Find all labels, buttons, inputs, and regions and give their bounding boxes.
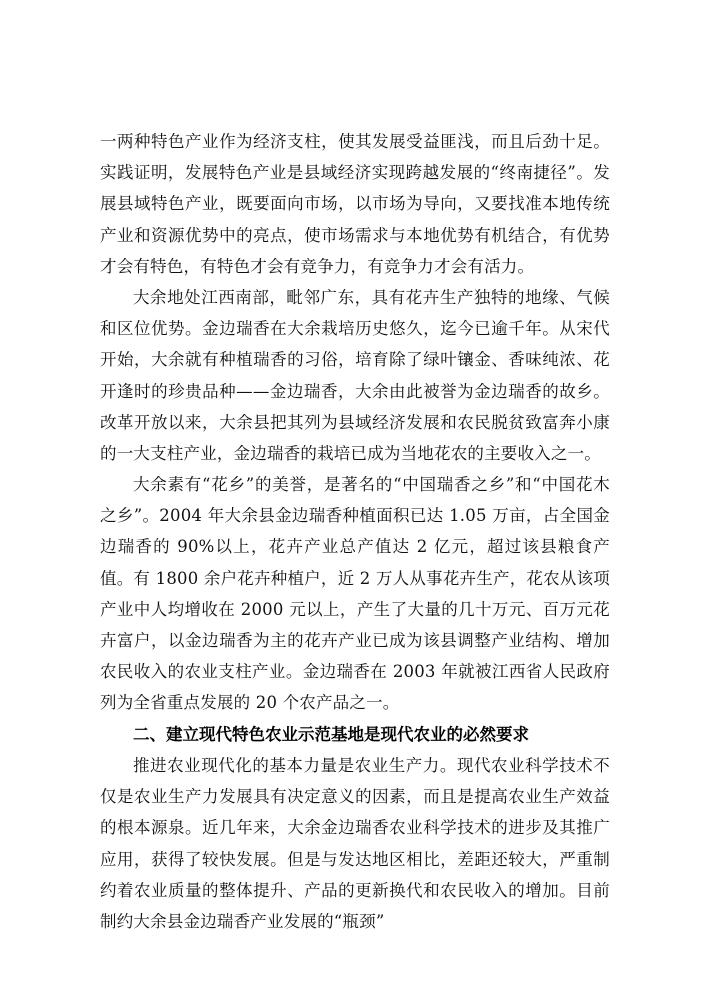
paragraph-agricultural-modernization: 推进农业现代化的基本力量是农业生产力。现代农业科学技术不仅是农业生产力发展具有决定意义的因素，而且是提高农业生产效益的根本源泉。近几年来，大余金边瑞香农业科学技术的进步及其推广应用，获得了较快发展。但是与发达地区相比，差距还较大，严重制约着农业质量的整体提升、产品的更新换代和农民收入的增加。目前制约大余县金边瑞香产业发展的“瓶颈”: [100, 756, 610, 932]
paragraph-specialty-industry: 一两种特色产业作为经济支柱，使其发展受益匪浅，而且后劲十足。实践证明，发展特色产业是县域经济实现跨越发展的“终南捷径”。发展县域特色产业，既要面向市场，以市场为导向，又要找准本地传统产业和资源优势中的亮点，使市场需求与本地优势有机结合，有优势才会有特色，有特色才会有竞争力，有竞争力才会有活力。: [100, 132, 610, 276]
paragraph-dayu-location: 大余地处江西南部，毗邻广东，具有花卉生产独特的地缘、气候和区位优势。金边瑞香在大余栽培历史悠久，迄今已逾千年。从宋代开始，大余就有种植瑞香的习俗，培育除了绿叶镶金、香味纯浓、花开逢时的珍贵品种——金边瑞香，大余由此被誉为金边瑞香的故乡。改革开放以来，大余县把其列为县域经济发展和农民脱贫致富奔小康的一大支柱产业，金边瑞香的栽培已成为当地花农的主要收入之一。: [100, 288, 610, 464]
paragraph-flower-hometown: 大余素有“花乡”的美誉，是著名的“中国瑞香之乡”和“中国花木之乡”。2004 年大余县金边瑞香种植面积已达 1.05 万亩，占全国金边瑞香的 90%以上，花卉产业总产值达 2 亿元，超过该县粮食产值。有 1800 余户花卉种植户，近 2 万人从事花卉生产，花农从该项产业中人均增收在 2000 元以上，产生了大量的几十万元、百万元花卉富户，以金边瑞香为主的花卉产业已成为该县调整产业结构、增加农民收入的农业支柱产业。金边瑞香在 2003 年就被江西省人民政府列为全省重点发展的 20 个农产品之一。: [100, 475, 610, 713]
section-heading: 二、建立现代特色农业示范基地是现代农业的必然要求: [133, 725, 529, 744]
